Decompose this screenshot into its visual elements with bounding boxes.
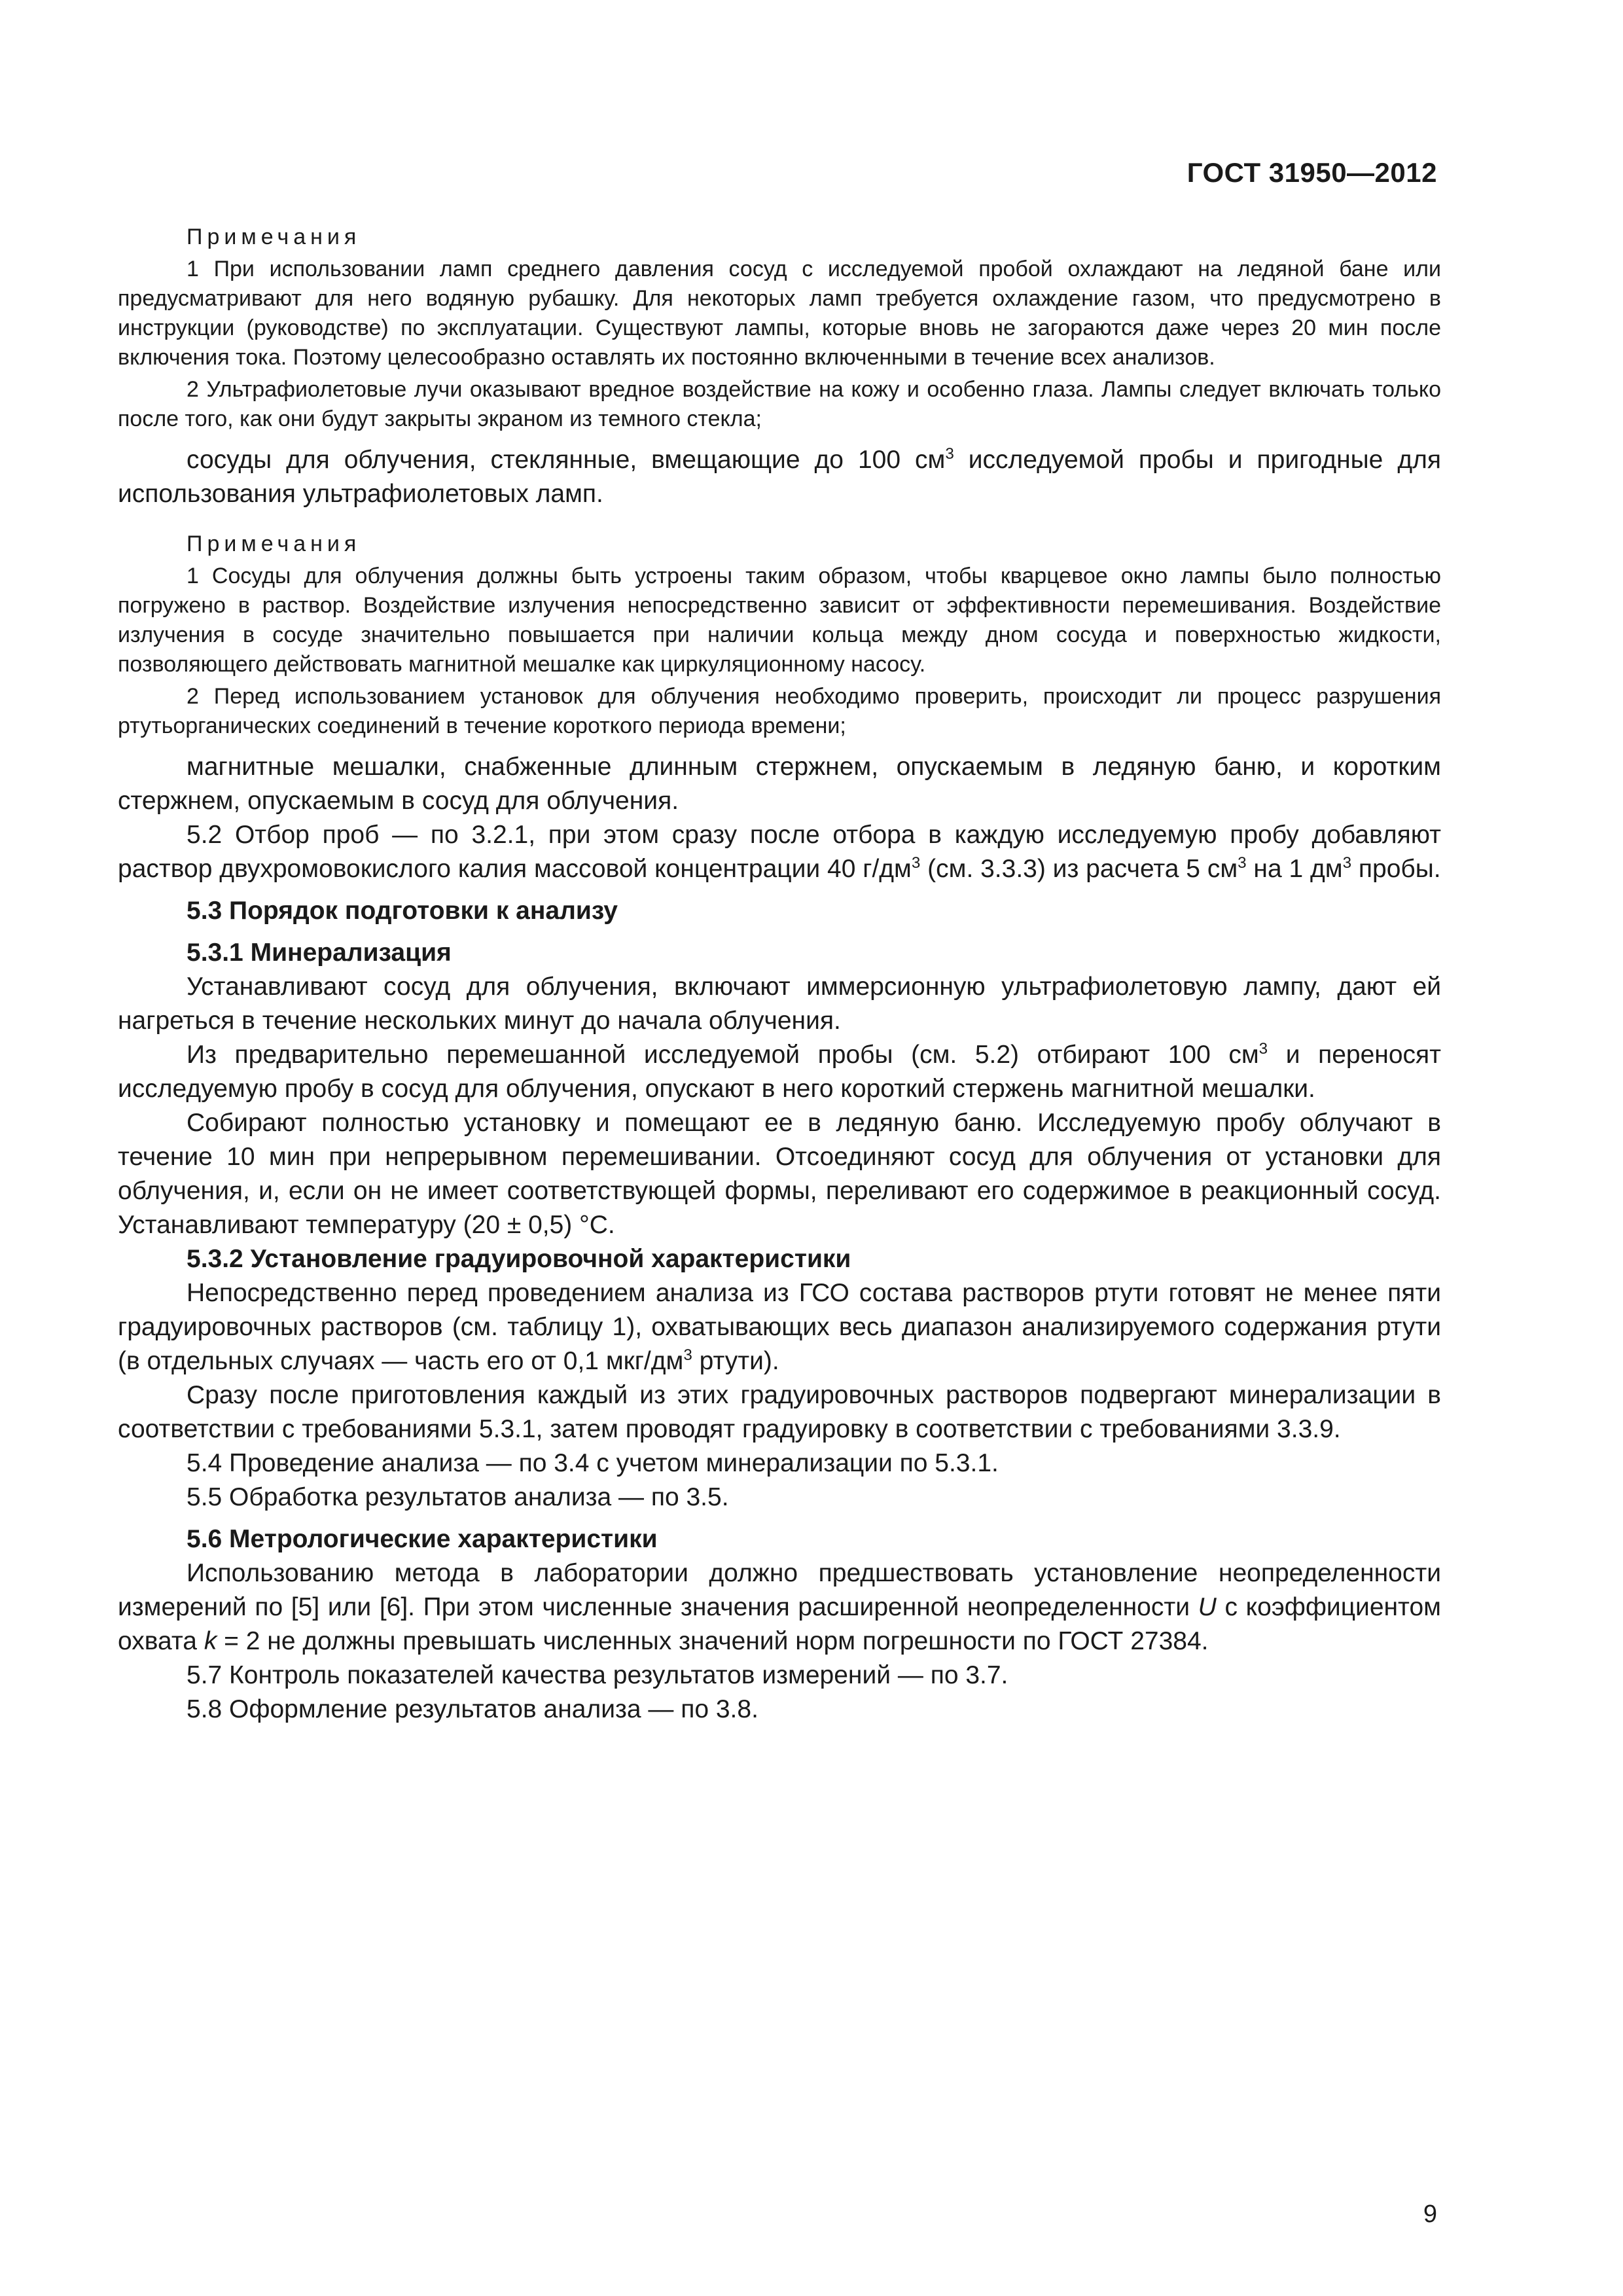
text-span: сосуды для облучения, стеклянные, вмещающие до 100 см <box>187 446 946 474</box>
section-5-4: 5.4 Проведение анализа — по 3.4 с учетом минерализации по 5.3.1. <box>187 1449 999 1477</box>
superscript: 3 <box>911 854 921 872</box>
section-5-5: 5.5 Обработка результатов анализа — по 3.5. <box>187 1483 729 1511</box>
heading-5-3: 5.3 Порядок подготовки к анализу <box>187 897 618 925</box>
paragraph-5-3-1-1: Устанавливают сосуд для облучения, включают иммерсионную ультрафиолетовую лампу, дают ей нагреться в течение нескольких минут до начала облучения. <box>118 973 1441 1035</box>
paragraph-5-3-1-2 <box>118 1038 1441 1106</box>
note-2: 2 Перед использованием установок для облучения необходимо проверить, происходит ли процесс разрушения ртутьорганических соединений в течение короткого периода времени; <box>118 684 1441 738</box>
notes-block-2 <box>118 529 1441 741</box>
section-5-8: 5.8 Оформление результатов анализа — по 3.8. <box>187 1695 758 1723</box>
text-span: Из предварительно перемешанной исследуемой пробы (см. 5.2) отбирают 100 см <box>187 1041 1259 1069</box>
paragraph-5-3-2-1 <box>118 1276 1441 1378</box>
main-body <box>118 750 1441 1727</box>
stirrers-paragraph: магнитные мешалки, снабженные длинным стержнем, опускаемым в ледяную баню, и коротким стержнем, опускаемым в сосуд для облучения. <box>118 753 1441 815</box>
paragraph-5-3-2-2: Сразу после приготовления каждый из этих градуировочных растворов подвергают минерализации в соответствии с требованиями 5.3.1, затем проводят градуировку в соответствии с требованиями 3.3.9. <box>118 1381 1441 1443</box>
text-span: 5.2 Отбор проб — по 3.2.1, при этом сразу после отбора в каждую исследуемую пробу добавляют раствор двухромовокислого калия массовой концентрации 40 г/дм <box>118 821 1441 883</box>
vessels-paragraph <box>118 443 1441 511</box>
paragraph-5-3-1-3: Собирают полностью установку и помещают ее в ледяную баню. Исследуемую пробу облучают в течение 10 мин при непрерывном перемешивании. Отсоединяют сосуд для облучения от установки для облучения, и, если он не имеет соответствующей формы, переливают его содержимое в реакционный сосуд. Устанавливают температуру (20 ± 0,5) °С. <box>118 1109 1441 1239</box>
text-span: на 1 дм <box>1246 855 1343 883</box>
section-5-7: 5.7 Контроль показателей качества результатов измерений — по 3.7. <box>187 1661 1008 1689</box>
note-1: 1 Сосуды для облучения должны быть устроены таким образом, чтобы кварцевое окно лампы было полностью погружено в раствор. Воздействие излучения непосредственно зависит от эффективности перемешивания. Воздействие излучения в сосуде значительно повышается при наличии кольца между дном сосуда и поверхностью жидкости, позволяющего действовать магнитной мешалке как циркуляционному насосу. <box>118 564 1441 677</box>
superscript: 3 <box>945 445 954 463</box>
text-span: пробы. <box>1351 855 1441 883</box>
text-span: исследуемой пробы и пригодные для использования ультрафиолетовых ламп. <box>118 446 1441 508</box>
text-span: ртути). <box>692 1347 779 1375</box>
document-code: ГОСТ 31950—2012 <box>1186 157 1437 188</box>
text-span: и переносят исследуемую пробу в сосуд для облучения, опускают в него короткий стержень магнитной мешалки. <box>118 1041 1441 1103</box>
notes-label: Примечания <box>187 531 361 556</box>
text-span: Использованию метода в лаборатории должно предшествовать установление неопределенности измерений по [5] или [6]. При этом численные значения расширенной неопределенности <box>118 1559 1441 1621</box>
section-5-2 <box>118 818 1441 886</box>
heading-5-3-1: 5.3.1 Минерализация <box>187 939 452 967</box>
note-1: 1 При использовании ламп среднего давления сосуд с исследуемой пробой охлаждают на ледяной бане или предусматривают для него водяную рубашку. Для некоторых ламп требуется охлаждение газом, что предусмотрено в инструкции (руководстве) по эксплуатации. Существуют лампы, которые вновь не загораются даже через 20 мин после включения тока. Поэтому целесообразно оставлять их постоянно включенными в течение всех анализов. <box>118 257 1441 370</box>
notes-block-1 <box>118 223 1441 434</box>
text-span: с коэффициентом охвата <box>118 1593 1441 1655</box>
paragraph-5-6 <box>118 1556 1441 1659</box>
text-span: Непосредственно перед проведением анализа из ГСО состава растворов ртути готовят не менее пяти градуировочных растворов (см. таблицу 1), охватывающих весь диапазон анализируемого содержания ртути (в отдельных случаях — часть его от 0,1 мкг/дм <box>118 1279 1441 1375</box>
text-span: (см. 3.3.3) из расчета 5 см <box>920 855 1238 883</box>
page-content <box>118 223 1441 1727</box>
notes-label: Примечания <box>187 224 361 249</box>
note-2: 2 Ультрафиолетовые лучи оказывают вредное воздействие на кожу и особенно глаза. Лампы следует включать только после того, как они будут закрыты экраном из темного стекла; <box>118 377 1441 431</box>
symbol-u: U <box>1198 1593 1217 1621</box>
heading-5-6: 5.6 Метрологические характеристики <box>187 1525 658 1553</box>
superscript: 3 <box>1258 1040 1268 1058</box>
page-number: 9 <box>1423 2200 1437 2228</box>
superscript: 3 <box>1342 854 1352 872</box>
superscript: 3 <box>683 1346 692 1364</box>
symbol-k: k <box>204 1627 217 1655</box>
superscript: 3 <box>1238 854 1247 872</box>
text-span: = 2 не должны превышать численных значений норм погрешности по ГОСТ 27384. <box>217 1627 1209 1655</box>
heading-5-3-2: 5.3.2 Установление градуировочной характеристики <box>187 1245 851 1273</box>
